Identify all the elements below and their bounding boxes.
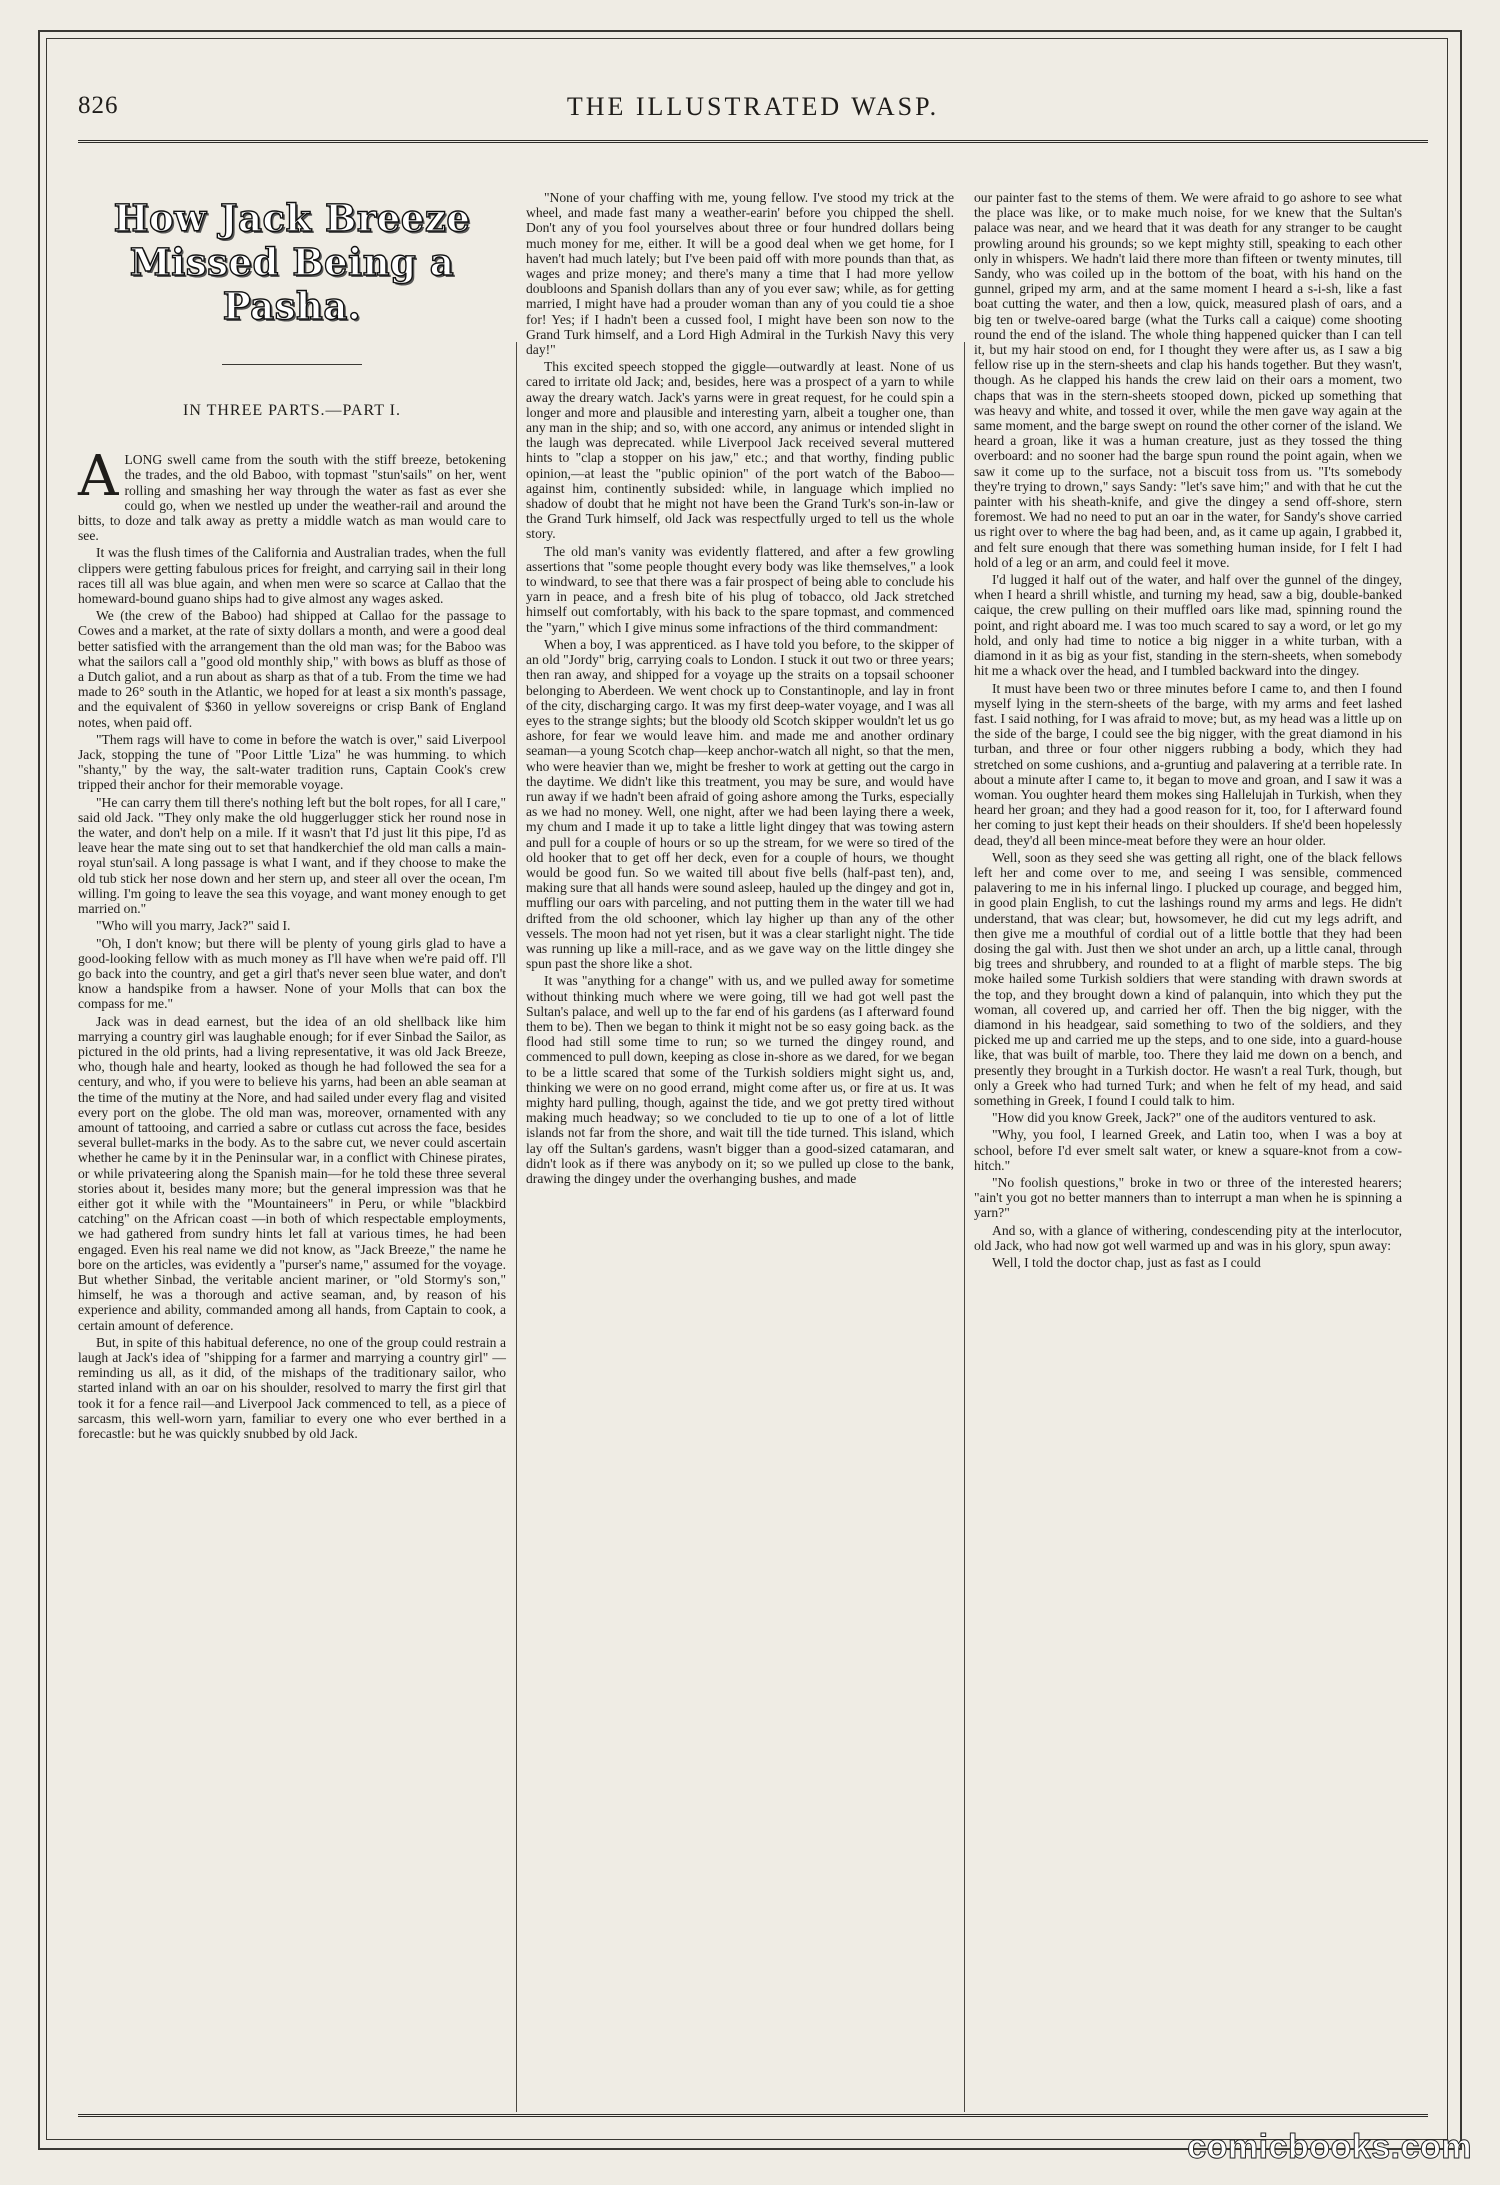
publication-title: THE ILLUSTRATED WASP. (566, 92, 940, 121)
newspaper-page (38, 30, 1462, 2150)
paragraph: I'd lugged it half out of the water, and half over the gunnel of the dingey, when I heard a shrill whistle, and turning my head, saw a big, double-banked caique, the crew pulling on their muffled oars like mad, spinning round the point, and right aboard me. I was too much scared to say a word, or let go my hold, and only had time to notice a big nigger in a white turban, with a diamond in it as big as your fist, standing in the stern-sheets, when somebody hit me a whack over the head, and I tumbled backward into the dingey. (974, 572, 1402, 679)
column-divider (964, 342, 965, 2112)
column-2 (526, 190, 954, 1188)
article-subtitle: IN THREE PARTS.—PART I. (182, 402, 401, 419)
column-divider (516, 342, 517, 2112)
drop-cap: A (78, 444, 119, 510)
paragraph: But, in spite of this habitual deference, no one of the group could restrain a laugh at Jack's idea of "shipping for a farmer and marrying a country girl" —reminding us all, as it did, of the mishaps of the traditionary sailor, who started inland with an oar on his shoulder, resolved to marry the first girl that took it for a fence rail—and Liverpool Jack commenced to tell, as a piece of sarcasm, this well-worn yarn, familiar to every one who ever berthed in a forecastle: but he was quickly snubbed by old Jack. (78, 1334, 506, 1441)
paragraph: "Them rags will have to come in before the watch is over," said Liverpool Jack, stopping the tune of "Poor Little 'Liza" he was humming. to which "shanty," by the way, the salt-water tradition runs, Captain Cook's crew tripped their anchor for their memorable voyage. (78, 731, 506, 793)
paragraph: "Why, you fool, I learned Greek, and Latin too, when I was a boy at school, before I'd ever smelt salt water, or knew a square-knot from a cow-hitch." (974, 1127, 1402, 1173)
paragraph: Well, soon as they seed she was getting all right, one of the black fellows left her and come over to me, and seeing I was sensible, commenced palavering to me in his infernal lingo. I plucked up courage, and begged him, in good plain English, to cut the lashings round my arms and legs. He didn't understand, that was clear; but, howsomever, he did cut my legs adrift, and then give me a mouthful of cordial out of a little bottle that they had been dosing the gal with. Just then we shot under an arch, up a little canal, through big trees and shrubbery, and rounded to at a flight of marble steps. The big moke hailed some Turkish soldiers that were standing with drawn swords at the top, and they brought down a kind of palanquin, into which they put the woman, all covered up, and carried her off. Then the big nigger, with the diamond in his headgear, said something to two of the soldiers, and they picked me up and carried me up the steps, and to one side, into a guard-house like, that was built of marble, too. There they laid me down on a bench, and presently they brought in a Turkish doctor. He wasn't a real Turk, though, but only a Greek who had turned Turk; and when he felt of my head, and said something in Greek, I found I could talk to him. (974, 849, 1402, 1108)
column-3 (974, 190, 1402, 1272)
header-rule (78, 140, 1428, 143)
paragraph: It was the flush times of the California and Australian trades, when the full clippers were getting fabulous prices for freight, and carrying sail in their long races till all was blue again, and when men were so scarce at Callao that the homeward-bound guano ships had to give almost any wages asked. (78, 545, 506, 607)
paragraph: "None of your chaffing with me, young fellow. I've stood my trick at the wheel, and made fast many a weather-earin' before you chipped the shell. Don't any of you fool yourselves about three or four hundred dollars being much money for me, either. It will be a good deal when we get home, for I haven't had much lately; but I've been paid off with more pounds than that, as wages and prize money; and there's many a time that I had more yellow doubloons and Spanish dollars than any of you ever saw; while, as for getting married, I might have had a prouder woman than any of you could tie a shoe for! Yes; if I hadn't been a cussed fool, I might have been son now to the Grand Turk himself, and a Lord High Admiral in the Turkish Navy this very day!" (526, 190, 954, 358)
paragraph: It was "anything for a change" with us, and we pulled away for sometime without thinking much where we were going, till we had got well past the Sultan's palace, and well up to the far end of his gardens (as I afterward found them to be). Then we began to think it might not be so easy going back. as the flood had still some time to run; so we turned the dingey round, and commenced to pull down, keeping as close in-shore as we dared, for we began to be a little scared that some of the Turkish soldiers might sight us, and, thinking we were on no good errand, might come after us, or fire at us. It was mighty hard pulling, though, against the tide, and we got pretty tired without making much headway; so we concluded to tie up to one of a lot of little islands not far from the shore, and wait till the tide turned. This island, which lay off the Sultan's gardens, wasn't bigger than a good-sized catamaran, and didn't look as if there was anybody on it; so we pulled up close to the bank, drawing the dingey under the overhanging bushes, and made (526, 973, 954, 1186)
paragraph: We (the crew of the Baboo) had shipped at Callao for the passage to Cowes and a market, at the rate of sixty dollars a month, and were a good deal better satisfied with the arrangement than the old man was; for the Baboo was what the sailors call a "good old monthly ship," with bows as bluff as those of a Dutch galiot, and a run about as sharp as that of a tub. From the time we had made to 26° south in the Atlantic, we hoped for at least a six month's passage, and the equivalent of $360 in yellow sovereigns or crisp Bank of England notes, when paid off. (78, 608, 506, 730)
paragraph: "How did you know Greek, Jack?" one of the auditors ventured to ask. (992, 1110, 1377, 1126)
opening-paragraph (78, 444, 506, 544)
paragraph: "He can carry them till there's nothing left but the bolt ropes, for all I care," said old Jack. "They only make the old huggerlugger stick her round nose in the water, and don't help on a mile. If it wasn't that I'd just lit this pipe, I'd as leave hear the mate sing out to set that handkerchief the old man calls a main-royal stun'sail. A long passage is what I want, and if they choose to make the old tub stick her nose down and her stern up, and steer all over the ocean, I'm willing. I'm going to leave the sea this voyage, and want money enough to get married on." (78, 794, 506, 917)
paragraph: It must have been two or three minutes before I came to, and then I found myself lying in the stern-sheets of the barge, with my arms and feet lashed fast. I said nothing, for I was afraid to move; but, as my head was a little up on the side of the barge, I could see the big nigger, with the great diamond in his turban, and three or four other niggers rubbing a body, which they had stretched on some cushions, and a-gruntiug and palavering at a terrible rate. In about a minute after I came to, it began to move and groan, and I saw it was a woman. You oughter heard them mokes sing Hallelujah in Turkish, when they heard her groan; and they had a good reason for it, too, for I afterward found her coming to just kept their heads on their shoulders. If she'd been hopelessly dead, they'd all been mince-meat before they were an hour older. (974, 680, 1402, 848)
article-title: How Jack Breeze Missed Being a Pasha. (113, 196, 471, 328)
watermark: comicbooks.com (1187, 2128, 1472, 2166)
page-header (78, 92, 1428, 132)
paragraph: our painter fast to the stems of them. We were afraid to go ashore to see what the place was like, or to make much noise, for we knew that the Sultan's palace was near, and we heard that it was death for any stranger to be caught prowling around his grounds; so we kept mighty still, speaking to each other only in whispers. We hadn't laid there more than fifteen or twenty minutes, till Sandy, who was coiled up in the bottom of the boat, with his hand on the gunnel, griped my arm, and at the same moment I heard a s-i-sh, like a fast boat cutting the water, and then a low, quick, measured plash of oars, and a big ten or twelve-oared barge (what the Turks call a caique) come shooting round the end of the island. The whole thing happened quicker than I can tell it, but my hair stood on end, for I thought they were after us, as I saw a big fellow rise up in the stern-sheets and clap his hands together. But they wasn't, though. As he clapped his hands the crew laid on their oars a moment, two chaps that was in the stern-sheets stooped down, picked up something that was heavy and white, and tossed it over, while the men gave way again at the same moment, and the barge swept on round the other corner of the island. We heard a groan, like it was a human creature, just as they tossed the thing overboard: and no sooner had the barge spun round the point again, when we saw it come up to the surface, not a biscuit toss from us. "I'ts somebody they're trying to drown," says Sandy: "let's save him;" and with that he cut the painter with his sheath-knife, and give the dingey a send off-shore, stern foremost. We had no need to put an oar in the water, for Sandy's shove carried us right over to where the bag had been, and, as it came up again, I grabbed it, and felt sure enough that there was something human inside, for I felt I had hold of a leg or an arm, and could feel it move. (974, 190, 1402, 570)
title-rule (222, 364, 362, 365)
paragraph: And so, with a glance of withering, condescending pity at the interlocutor, old Jack, who had now got well warmed up and was in his glory, spun away: (974, 1222, 1402, 1253)
paragraph: "Oh, I don't know; but there will be plenty of young girls glad to have a good-looking fellow with as much money as I'll have when we're paid off. I'll go back into the country, and get a girl that's never seen blue water, and don't know a handspike from a hawser. None of your Molls that can box the compass for me." (78, 935, 506, 1012)
column-1 (78, 190, 506, 1443)
paragraph: When a boy, I was apprenticed. as I have told you before, to the skipper of an old "Jordy" brig, carrying coals to London. I stuck it out two or three years; then ran away, and shipped for a voyage up the straits on a topsail schooner belonging to Aberdeen. We went chock up to Constantinople, and lay in front of the city, discharging cargo. It was my first deep-water voyage, and I was all eyes to the strange sights; but the bloody old Scotch skipper wouldn't let us go ashore, for fear we would leave him. and made me and another ordinary seaman—a young Scotch chap—keep anchor-watch all night, so that the men, who were heavier than we, might be fresher to work at getting out the cargo in the daytime. We didn't like this treatment, you may be sure, and would have run away if we hadn't been afraid of going ashore among the Turks, especially as we had no money. Well, one night, after we had been laying there a week, my chum and I made it up to take a little light dingey that was towing astern and pull for a couple of hours or so up the stream, for we were so tired of the old hooker that to get off her deck, even for a couple of hours, we thought would be good fun. So we waited till about five bells (half-past ten), and, making sure that all hands were sound asleep, hauled up the dingey and got in, muffling our oars with parceling, and not putting them in the water till we had drifted from the old schooner, which lay higher up than any of the other vessels. The moon had not yet risen, but it was a clear starlight night. The tide was running up like a mill-race, and as we gave way on the little dingey she spun past the shore like a shot. (526, 636, 954, 972)
paragraph: Well, I told the doctor chap, just as fast as I could (992, 1255, 1261, 1271)
paragraph: "Who will you marry, Jack?" said I. (96, 918, 291, 934)
page-number: 826 (78, 92, 119, 119)
paragraph: The old man's vanity was evidently flattered, and after a few growling assertions that "some people thought every body was like themselves," a look to windward, to see that there was a fair prospect of being able to conclude his yarn in peace, and a fresh bite of his plug of tobacco, old Jack stretched himself out comfortably, with his back to the spare topmast, and commenced the "yarn," which I give minus some infractions of the third commandment: (526, 543, 954, 635)
paragraph: This excited speech stopped the giggle—outwardly at least. None of us cared to irritate old Jack; and, besides, here was a prospect of a yarn to while away the dreary watch. Jack's yarns were in great request, for he could spin a longer and more and plausible and interesting yarn, albeit a tougher one, than any man in the ship; and so, with one accord, any animus or intended slight in the laugh was deprecated. while Liverpool Jack received several muttered hints to "clap a stopper on his jaw," etc.; and that worthy, finding public opinion,—at least the "public opinion" of the port watch of the Baboo—against him, continently subsided: while, in language which implied no shadow of doubt that he might not have been the Grand Turk's son-in-law or the Grand Turk himself, old Jack was respectfully urged to tell us the whole story. (526, 359, 954, 542)
paragraph: "No foolish questions," broke in two or three of the interested hearers; "ain't you got no better manners than to interrupt a man when he is spinning a yarn?" (974, 1175, 1402, 1221)
footer-rule (78, 2114, 1428, 2117)
opening-text: LONG swell came from the south with the stiff breeze, betokening the trades, and the old Baboo, with topmast "stun'sails" on her, went rolling and smashing her way through the water as fast as ever she could go, when we nestled up under the weather-rail and around the bitts, to doze and talk away as pretty a middle watch as man would care to see. (78, 452, 506, 544)
paragraph: Jack was in dead earnest, but the idea of an old shellback like him marrying a country girl was laughable enough; for if ever Sinbad the Sailor, as pictured in the old prints, had a living representative, it was old Jack Breeze, who, though hale and hearty, looked as though he had followed the sea for a century, and who, if you were to believe his yarns, had been an able seaman at the time of the mutiny at the Nore, and had sailed under every flag and visited every port on the globe. The old man was, moreover, ornamented with any amount of tattooing, and carried a sabre or cutlass cut across the face, besides several bullet-marks in the body. As to the sabre cut, we never could ascertain whether he came by it in the Peninsular war, in a conflict with Chinese pirates, or while privateering along the Spanish main—for he told these three several stories about it, besides many more; but the general impression was that he either got it while with the "Mountaineers" in Peru, or while "blackbird catching" on the African coast —in both of which respectable employments, we had gathered from sundry hints let fall at various times, he had been engaged. Even his real name we did not know, as "Jack Breeze," the name he bore on the articles, was evidently a "purser's name," assumed for the voyage. But whether Sinbad, the veritable ancient mariner, or "old Stormy's son," himself, he was a thorough and active seaman, and, by reason of his experience and ability, commanded among all hands, from Captain to cook, a certain amount of deference. (78, 1013, 506, 1333)
